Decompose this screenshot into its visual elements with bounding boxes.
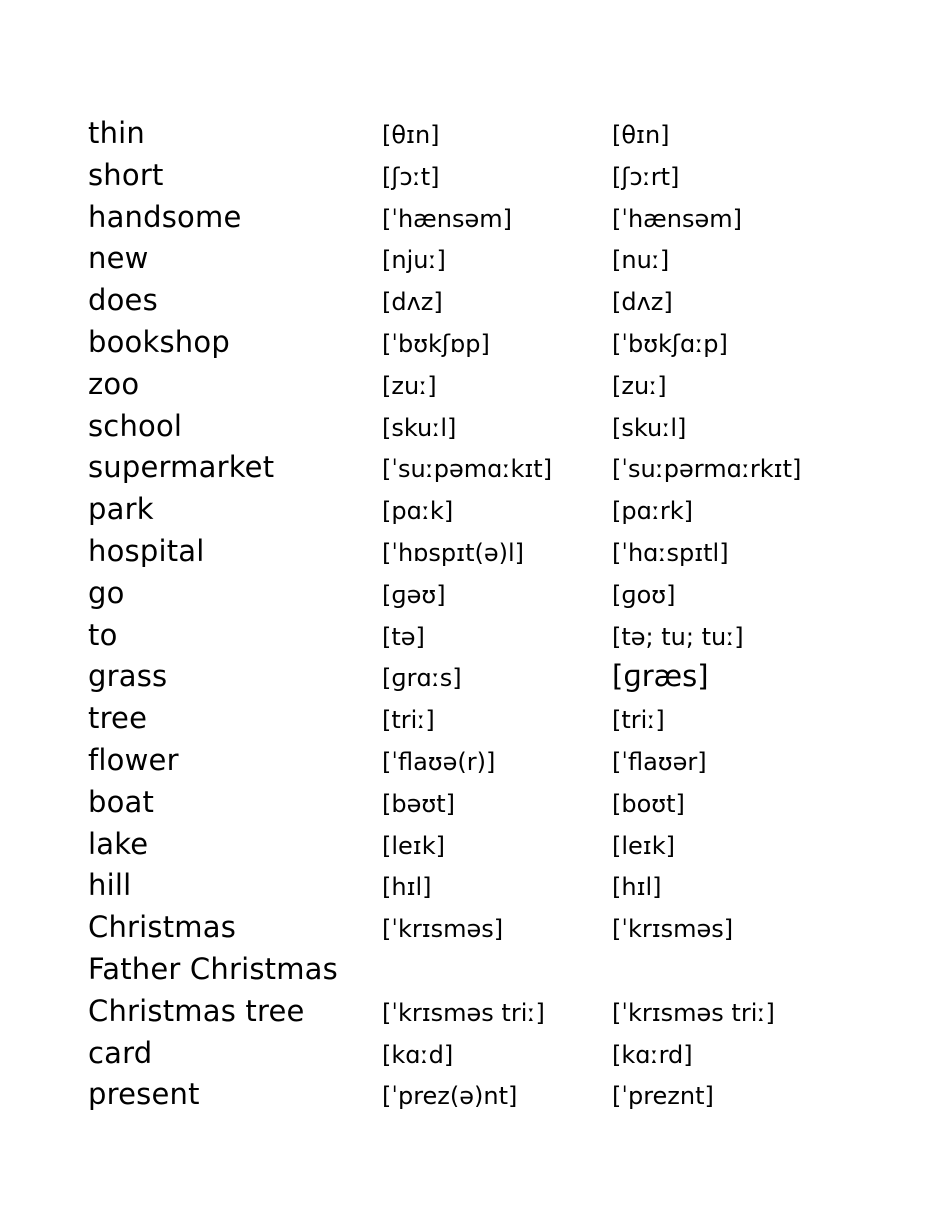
vocab-row-short xyxy=(88,154,908,196)
vocab-row-thin xyxy=(88,112,908,154)
vocab-row-supermarket xyxy=(88,446,908,488)
uk-phonetic: [ˈflaʊə(r)] xyxy=(382,747,496,776)
us-phonetic: [θɪn] xyxy=(612,121,670,149)
uk-phonetic: [ˈprez(ə)nt] xyxy=(382,1082,518,1111)
us-phonetic: [ɡræs] xyxy=(612,659,709,694)
vocab-row-go xyxy=(88,572,908,614)
uk-phonetic: [ˈhænsəm] xyxy=(382,204,512,233)
us-phonetic: [nuː] xyxy=(612,246,670,275)
word: flower xyxy=(88,742,179,777)
word: does xyxy=(88,283,158,318)
word: thin xyxy=(88,116,145,150)
word: supermarket xyxy=(88,450,275,485)
word: boat xyxy=(88,784,155,819)
us-phonetic: [pɑːrk] xyxy=(612,497,694,526)
word: park xyxy=(88,492,154,527)
uk-phonetic: [θɪn] xyxy=(382,121,440,149)
us-phonetic: [hɪl] xyxy=(612,873,662,902)
uk-phonetic: [ˈhɒspɪt(ə)l] xyxy=(382,538,524,567)
vocab-row-father-christmas xyxy=(88,948,908,990)
us-phonetic: [boʊt] xyxy=(612,789,685,818)
uk-phonetic: [ɡəʊ] xyxy=(382,580,446,609)
uk-phonetic: [triː] xyxy=(382,706,435,735)
us-phonetic: [ˈkrɪsməs] xyxy=(612,915,734,944)
uk-phonetic: [skuːl] xyxy=(382,413,457,442)
uk-phonetic: [pɑːk] xyxy=(382,497,454,526)
us-phonetic: [zuː] xyxy=(612,371,667,400)
uk-phonetic: [zuː] xyxy=(382,371,437,400)
us-phonetic: [ɡoʊ] xyxy=(612,580,676,609)
word: go xyxy=(88,575,125,610)
word: short xyxy=(88,157,164,192)
us-phonetic: [ˈflaʊər] xyxy=(612,747,707,776)
vocab-row-christmas-tree xyxy=(88,990,908,1032)
vocab-row-boat xyxy=(88,781,908,823)
word: present xyxy=(88,1077,200,1112)
word: new xyxy=(88,241,149,276)
vocab-row-school xyxy=(88,405,908,447)
us-phonetic: [leɪk] xyxy=(612,831,675,860)
uk-phonetic: [ˈkrɪsməs triː] xyxy=(382,998,545,1027)
us-phonetic: [dʌz] xyxy=(612,288,673,317)
vocab-row-to xyxy=(88,614,908,656)
uk-phonetic: [ɡrɑːs] xyxy=(382,664,462,693)
word: bookshop xyxy=(88,324,230,359)
uk-phonetic: [leɪk] xyxy=(382,831,445,860)
vocab-row-handsome xyxy=(88,196,908,238)
uk-phonetic: [kɑːd] xyxy=(382,1040,454,1069)
uk-phonetic: [ʃɔːt] xyxy=(382,162,440,191)
uk-phonetic: [dʌz] xyxy=(382,288,443,317)
vocab-row-card xyxy=(88,1032,908,1074)
word: to xyxy=(88,617,118,652)
uk-phonetic: [njuː] xyxy=(382,246,446,275)
word: tree xyxy=(88,701,148,736)
uk-phonetic: [ˈbʊkʃɒp] xyxy=(382,329,490,358)
word: grass xyxy=(88,659,168,694)
word: hospital xyxy=(88,533,205,568)
uk-phonetic: [tə] xyxy=(382,622,425,651)
vocab-row-park xyxy=(88,488,908,530)
vocab-row-new xyxy=(88,237,908,279)
word: school xyxy=(88,408,183,443)
vocab-row-hill xyxy=(88,864,908,906)
word: handsome xyxy=(88,199,242,234)
us-phonetic: [ˈpreznt] xyxy=(612,1082,714,1111)
us-phonetic: [kɑːrd] xyxy=(612,1040,693,1069)
uk-phonetic: [ˈsuːpəmɑːkɪt] xyxy=(382,455,553,484)
us-phonetic: [skuːl] xyxy=(612,413,687,442)
uk-phonetic: [hɪl] xyxy=(382,873,432,902)
us-phonetic: [triː] xyxy=(612,706,665,735)
uk-phonetic: [bəʊt] xyxy=(382,789,455,818)
us-phonetic: [ˈkrɪsməs triː] xyxy=(612,998,775,1027)
uk-phonetic: [ˈkrɪsməs] xyxy=(382,915,504,944)
vocab-row-flower xyxy=(88,739,908,781)
vocab-row-does xyxy=(88,279,908,321)
vocab-row-grass xyxy=(88,655,908,697)
vocab-row-christmas xyxy=(88,906,908,948)
word: Christmas xyxy=(88,910,237,945)
vocab-row-present xyxy=(88,1073,908,1115)
word: Father Christmas xyxy=(88,951,338,986)
us-phonetic: [ˈbʊkʃɑːp] xyxy=(612,329,728,358)
vocabulary-table xyxy=(88,112,908,1115)
vocab-row-bookshop xyxy=(88,321,908,363)
word: lake xyxy=(88,826,149,861)
us-phonetic: [ˈhɑːspɪtl] xyxy=(612,538,729,567)
vocab-row-lake xyxy=(88,823,908,865)
us-phonetic: [ˈsuːpərmɑːrkɪt] xyxy=(612,455,802,484)
word: zoo xyxy=(88,366,140,401)
word: card xyxy=(88,1035,153,1070)
us-phonetic: [ˈhænsəm] xyxy=(612,204,742,233)
vocab-row-tree xyxy=(88,697,908,739)
vocab-row-zoo xyxy=(88,363,908,405)
us-phonetic: [tə; tu; tuː] xyxy=(612,622,744,651)
us-phonetic: [ʃɔːrt] xyxy=(612,162,680,191)
word: hill xyxy=(88,868,132,903)
vocab-row-hospital xyxy=(88,530,908,572)
word: Christmas tree xyxy=(88,993,305,1028)
